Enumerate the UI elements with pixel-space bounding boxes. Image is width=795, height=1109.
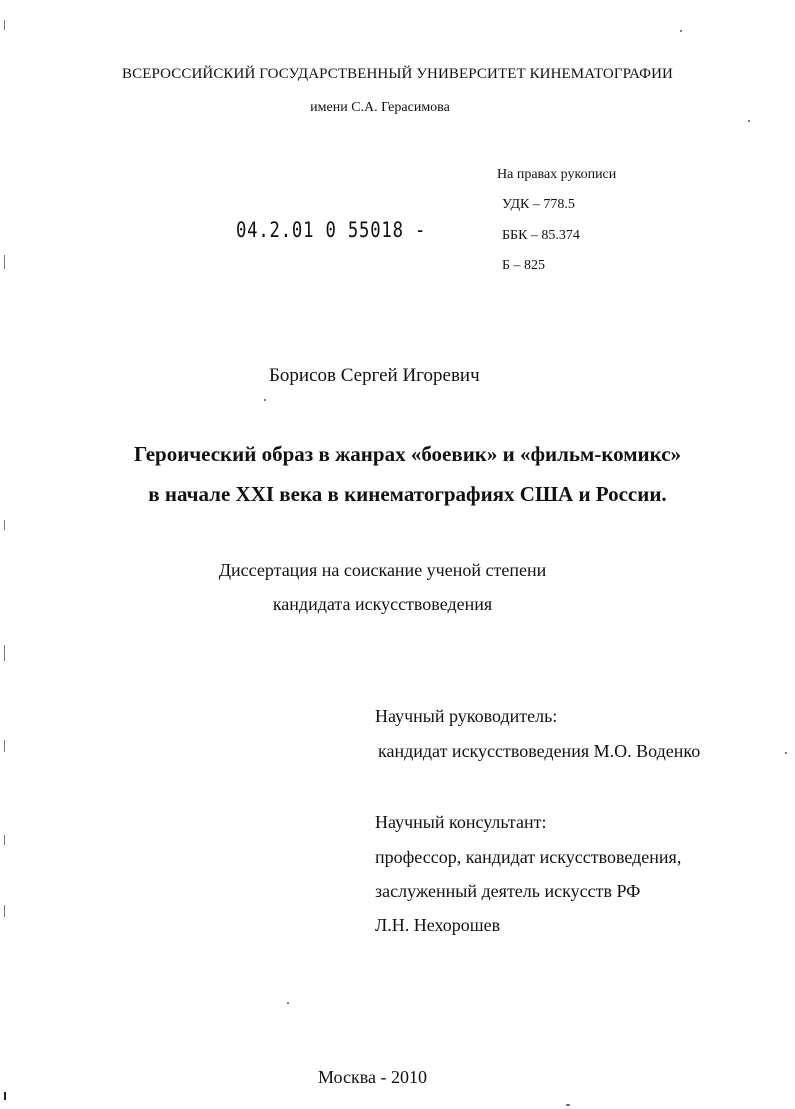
registration-number: 04.2.01 0 55018 - xyxy=(236,218,427,242)
consultant-name: Л.Н. Нехорошев xyxy=(375,915,501,935)
scan-margin-mark xyxy=(4,835,5,845)
dissertation-degree-line-2: кандидата искусствоведения xyxy=(272,594,493,614)
thesis-title-line-1: Героический образ в жанрах «боевик» и «фильм-комикс» xyxy=(133,442,682,466)
scan-margin-mark xyxy=(4,20,5,30)
consultant-label: Научный консультант: xyxy=(375,812,547,832)
city-year: Москва - 2010 xyxy=(318,1067,427,1087)
scan-speck xyxy=(287,1002,289,1004)
consultant-line-1: профессор, кандидат искусствоведения, xyxy=(375,847,682,867)
manuscript-rights: На правах рукописи xyxy=(497,167,617,182)
university-named-after: имени С.А. Герасимова xyxy=(310,100,450,115)
scan-speck xyxy=(748,120,750,122)
udk-code: УДК – 778.5 xyxy=(502,197,575,212)
scan-margin-mark xyxy=(4,520,5,530)
thesis-title-line-2: в начале XXI века в кинематографиях США и России. xyxy=(148,482,667,506)
scan-speck xyxy=(566,1104,570,1106)
consultant-line-2: заслуженный деятель искусств РФ xyxy=(375,881,641,901)
university-name: ВСЕРОССИЙСКИЙ ГОСУДАРСТВЕННЫЙ УНИВЕРСИТЕТ КИНЕМАТОГРАФИИ xyxy=(122,66,673,82)
scan-speck xyxy=(680,30,682,32)
scan-speck xyxy=(785,752,787,754)
supervisor-name: кандидат искусствоведения М.О. Воденко xyxy=(378,741,701,761)
scan-margin-mark xyxy=(4,645,5,661)
dissertation-degree-line-1: Диссертация на соискание ученой степени xyxy=(218,560,547,580)
bbk-code: ББК – 85.374 xyxy=(502,228,580,243)
scan-margin-mark xyxy=(4,905,5,917)
supervisor-label: Научный руководитель: xyxy=(375,706,558,726)
scan-margin-mark xyxy=(4,255,5,269)
scan-speck xyxy=(264,399,266,401)
scan-margin-mark xyxy=(4,740,5,752)
b-code: Б – 825 xyxy=(502,258,546,273)
author-name: Борисов Сергей Игоревич xyxy=(269,365,480,386)
scan-margin-mark xyxy=(4,1092,6,1100)
